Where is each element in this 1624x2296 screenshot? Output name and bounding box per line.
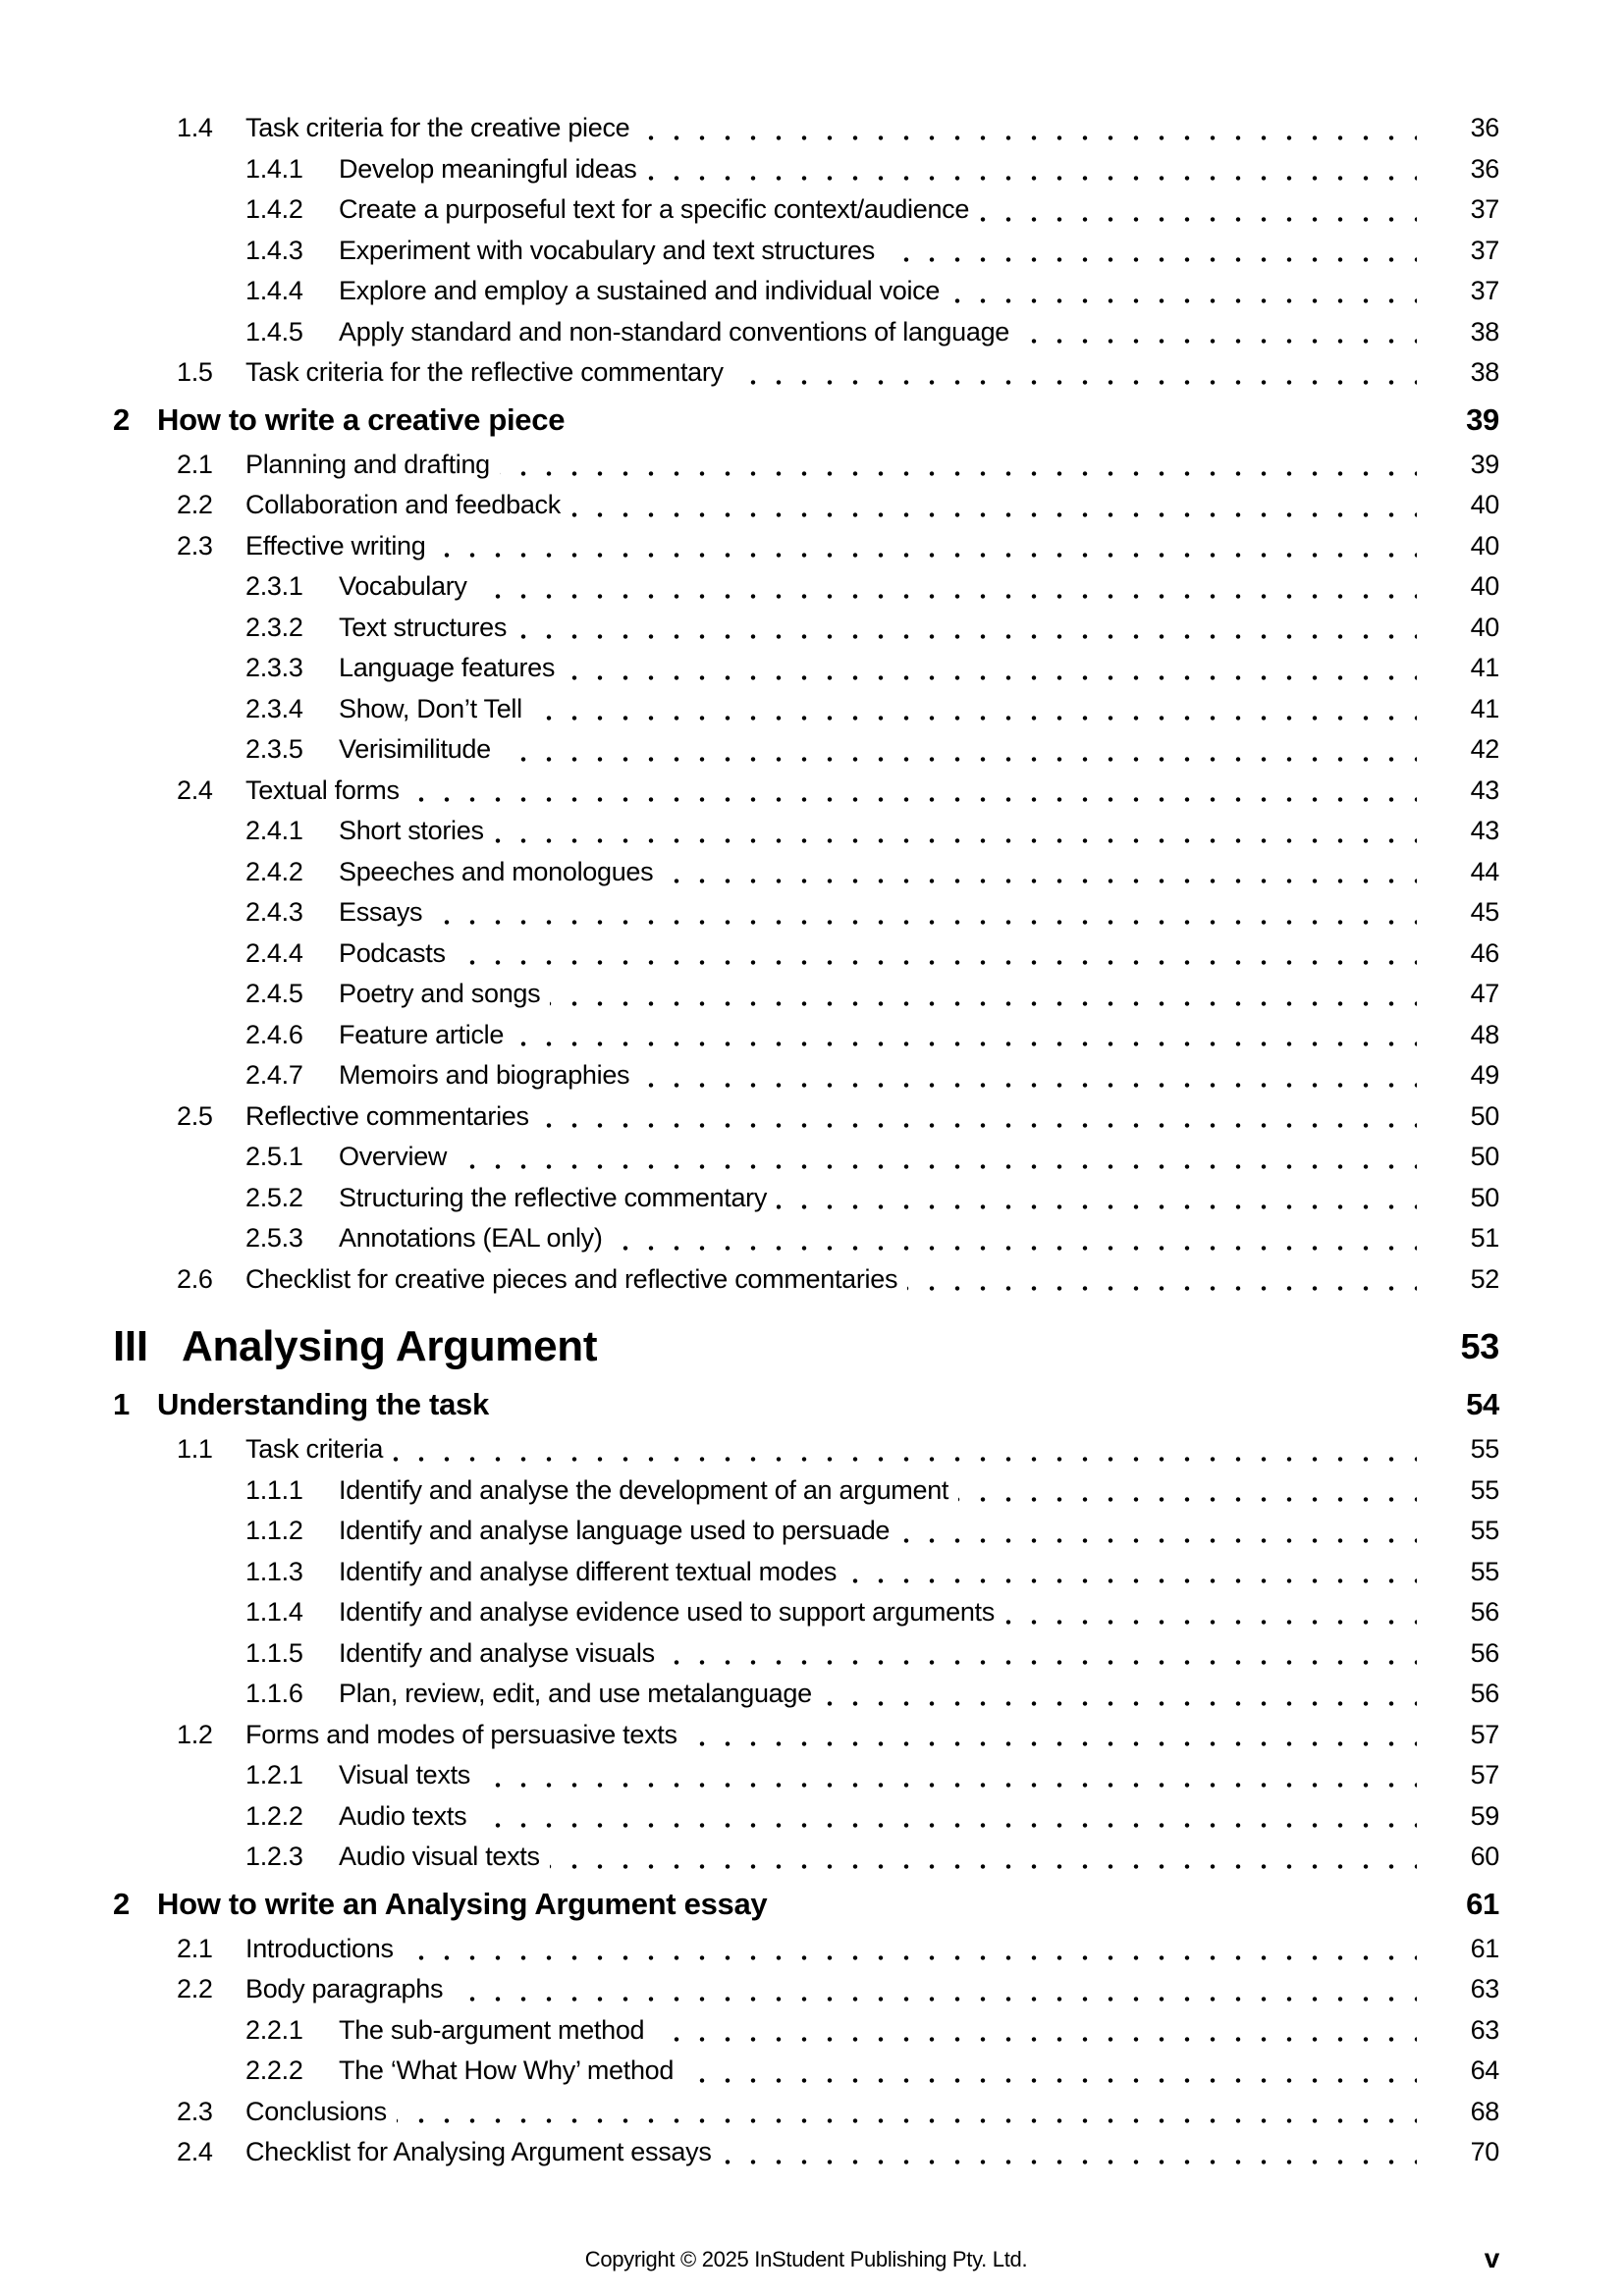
entry-label: Podcasts	[339, 937, 446, 968]
entry-number: 2.5.1	[245, 1142, 303, 1172]
entry-page-number: 36	[1470, 153, 1499, 184]
toc-entry	[0, 1715, 1624, 1756]
entry-page-number: 55	[1470, 1516, 1499, 1546]
toc-chapter-heading	[0, 396, 1624, 445]
entry-number: 1	[113, 1387, 130, 1421]
entry-number: 2.4.5	[245, 979, 303, 1009]
entry-label: Conclusions	[245, 2096, 387, 2126]
dot-leader	[514, 1041, 1417, 1047]
entry-number: 2.4.3	[245, 897, 303, 928]
dot-leader	[565, 674, 1417, 681]
entry-page-number: 39	[1470, 449, 1499, 479]
toc-entry	[0, 1470, 1624, 1512]
entry-label: Plan, review, edit, and use metalanguage	[339, 1679, 812, 1709]
dot-leader	[958, 1496, 1417, 1503]
entry-page-number: 41	[1470, 653, 1499, 683]
dot-leader	[722, 2159, 1417, 2165]
toc-entry	[0, 852, 1624, 893]
entry-label: Understanding the task	[157, 1387, 489, 1421]
dot-leader	[432, 919, 1417, 926]
entry-page-number: 60	[1470, 1842, 1499, 1872]
entry-page-number: 38	[1470, 357, 1499, 388]
dot-leader	[683, 2077, 1417, 2084]
entry-page-number: 50	[1470, 1142, 1499, 1172]
entry-label: Feature article	[339, 1019, 505, 1049]
entry-page-number: 37	[1470, 194, 1499, 225]
entry-number: 2.4.1	[245, 816, 303, 846]
toc-chapter-heading	[0, 1380, 1624, 1429]
toc-entry	[0, 445, 1624, 486]
toc-entry	[0, 1178, 1624, 1219]
dot-leader	[1019, 338, 1417, 345]
toc-entry	[0, 1592, 1624, 1633]
toc-entry	[0, 1633, 1624, 1675]
dot-leader	[639, 1082, 1417, 1089]
entry-number: III	[113, 1322, 148, 1370]
entry-number: 2.2	[177, 1974, 213, 2004]
toc-entry	[0, 771, 1624, 812]
dot-leader	[899, 1537, 1417, 1544]
entry-page-number: 64	[1470, 2056, 1499, 2086]
dot-leader	[550, 1863, 1417, 1870]
entry-page-number: 50	[1470, 1182, 1499, 1212]
entry-page-number: 37	[1470, 235, 1499, 265]
dot-leader	[663, 878, 1417, 884]
toc-entry	[0, 608, 1624, 649]
entry-number: 2.1	[177, 449, 213, 479]
toc-entry	[0, 1137, 1624, 1178]
dot-leader	[453, 1996, 1417, 2002]
dot-leader	[687, 1740, 1417, 1747]
entry-page-number: 54	[1466, 1387, 1499, 1421]
toc-entry	[0, 1096, 1624, 1138]
entry-label: Annotations (EAL only)	[339, 1223, 603, 1254]
entry-number: 1.4.3	[245, 235, 303, 265]
dot-leader	[435, 552, 1417, 559]
entry-number: 1.4.4	[245, 276, 303, 306]
toc-entry	[0, 231, 1624, 272]
toc-entry	[0, 271, 1624, 312]
toc-entry	[0, 648, 1624, 689]
entry-number: 1.4.2	[245, 194, 303, 225]
toc-entry	[0, 1755, 1624, 1796]
entry-label: Collaboration and feedback	[245, 490, 561, 520]
toc-entry	[0, 1218, 1624, 1259]
toc-entry	[0, 485, 1624, 526]
entry-label: Task criteria for the creative piece	[245, 113, 630, 143]
entry-page-number: 43	[1470, 816, 1499, 846]
entry-number: 2.5	[177, 1100, 213, 1131]
entry-number: 2.4.6	[245, 1019, 303, 1049]
entry-label: Create a purposeful text for a specific context/audience	[339, 194, 970, 225]
entry-number: 2	[113, 1886, 130, 1921]
toc-entry	[0, 2132, 1624, 2173]
entry-page-number: 41	[1470, 693, 1499, 723]
entry-page-number: 56	[1470, 1679, 1499, 1709]
toc-entry	[0, 108, 1624, 149]
entry-page-number: 63	[1470, 2014, 1499, 2045]
dot-leader	[907, 1285, 1417, 1292]
dot-leader	[733, 379, 1417, 386]
toc-entry	[0, 1259, 1624, 1301]
dot-leader	[457, 1163, 1417, 1170]
entry-label: Show, Don’t Tell	[339, 693, 522, 723]
toc-entry	[0, 2092, 1624, 2133]
entry-page-number: 38	[1470, 316, 1499, 347]
spacer	[499, 1413, 1417, 1419]
dot-leader	[404, 1954, 1417, 1961]
entry-label: Explore and employ a sustained and individual voice	[339, 276, 941, 306]
dot-leader	[393, 1456, 1417, 1463]
entry-number: 2.3.5	[245, 734, 303, 765]
entry-page-number: 44	[1470, 856, 1499, 886]
entry-page-number: 68	[1470, 2096, 1499, 2126]
entry-number: 2.4.2	[245, 856, 303, 886]
entry-label: How to write a creative piece	[157, 401, 566, 437]
dot-leader	[654, 2036, 1417, 2043]
entry-label: Verisimilitude	[339, 734, 491, 765]
entry-label: Structuring the reflective commentary	[339, 1182, 768, 1212]
entry-number: 2.4	[177, 2137, 213, 2167]
entry-number: 2.2	[177, 490, 213, 520]
entry-label: Short stories	[339, 816, 484, 846]
entry-page-number: 37	[1470, 276, 1499, 306]
dot-leader	[777, 1203, 1417, 1210]
entry-label: Vocabulary	[339, 571, 467, 602]
toc-entry	[0, 566, 1624, 608]
entry-number: 1.2.1	[245, 1760, 303, 1790]
dot-leader	[516, 633, 1417, 640]
entry-label: Introductions	[245, 1933, 394, 1963]
entry-label: Forms and modes of persuasive texts	[245, 1719, 677, 1749]
entry-number: 2.4.4	[245, 937, 303, 968]
dot-leader	[639, 134, 1417, 141]
entry-number: 1.1.5	[245, 1637, 303, 1668]
entry-label: Textual forms	[245, 774, 400, 805]
entry-label: Identify and analyse visuals	[339, 1637, 655, 1668]
toc-entry	[0, 974, 1624, 1015]
entry-page-number: 39	[1466, 401, 1499, 437]
dot-leader	[570, 511, 1417, 518]
toc-entry	[0, 1969, 1624, 2010]
toc-entry	[0, 526, 1624, 567]
entry-label: Apply standard and non-standard conventions of language	[339, 316, 1010, 347]
entry-page-number: 51	[1470, 1223, 1499, 1254]
entry-page-number: 55	[1470, 1556, 1499, 1586]
spacer	[777, 1912, 1417, 1919]
toc-entry	[0, 1015, 1624, 1056]
entry-page-number: 40	[1470, 530, 1499, 561]
toc-entry	[0, 1929, 1624, 1970]
dot-leader	[846, 1577, 1417, 1584]
dot-leader	[476, 1822, 1417, 1829]
entry-page-number: 61	[1470, 1933, 1499, 1963]
entry-page-number: 36	[1470, 113, 1499, 143]
dot-leader	[532, 715, 1417, 721]
entry-number: 1.4.5	[245, 316, 303, 347]
entry-number: 1.1.2	[245, 1516, 303, 1546]
toc-entry	[0, 934, 1624, 975]
entry-page-number: 40	[1470, 490, 1499, 520]
entry-number: 1.1.3	[245, 1556, 303, 1586]
toc-entry	[0, 1552, 1624, 1593]
dot-leader	[665, 1659, 1417, 1666]
entry-label: Experiment with vocabulary and text structures	[339, 235, 875, 265]
toc-entry	[0, 1837, 1624, 1878]
entry-page-number: 50	[1470, 1100, 1499, 1131]
dot-leader	[949, 297, 1417, 304]
entry-label: Planning and drafting	[245, 449, 490, 479]
entry-number: 1.2.3	[245, 1842, 303, 1872]
toc-entry	[0, 1796, 1624, 1838]
toc-chapter-heading	[0, 1880, 1624, 1929]
entry-label: Checklist for creative pieces and reflective commentaries	[245, 1263, 898, 1294]
entry-label: Checklist for Analysing Argument essays	[245, 2137, 712, 2167]
dot-leader	[647, 175, 1418, 182]
dot-leader	[456, 959, 1417, 966]
dot-leader	[397, 2117, 1417, 2124]
entry-number: 2.3.2	[245, 612, 303, 642]
entry-page-number: 43	[1470, 774, 1499, 805]
table-of-contents	[0, 108, 1624, 2173]
toc-entry	[0, 2010, 1624, 2052]
dot-leader	[550, 1000, 1417, 1007]
entry-label: Overview	[339, 1142, 448, 1172]
entry-label: Language features	[339, 653, 556, 683]
toc-entry	[0, 1674, 1624, 1715]
entry-label: The ‘What How Why’ method	[339, 2056, 675, 2086]
entry-page-number: 70	[1470, 2137, 1499, 2167]
dot-leader	[1004, 1619, 1417, 1626]
toc-entry	[0, 149, 1624, 190]
toc-entry	[0, 689, 1624, 730]
dot-leader	[822, 1700, 1417, 1707]
entry-page-number: 56	[1470, 1637, 1499, 1668]
dot-leader	[979, 216, 1417, 223]
entry-page-number: 63	[1470, 1974, 1499, 2004]
entry-page-number: 48	[1470, 1019, 1499, 1049]
dot-leader	[613, 1245, 1417, 1252]
entry-number: 1.4.1	[245, 153, 303, 184]
entry-number: 2.3.1	[245, 571, 303, 602]
entry-number: 2.5.3	[245, 1223, 303, 1254]
footer-copyright: Copyright © 2025 InStudent Publishing Pty. Ltd.	[584, 2247, 1028, 2271]
entry-number: 2.6	[177, 1263, 213, 1294]
page-footer	[113, 2241, 1499, 2276]
footer-page-number: v	[1484, 2243, 1499, 2273]
entry-label: Identify and analyse the development of an argument	[339, 1474, 949, 1505]
entry-page-number: 40	[1470, 612, 1499, 642]
dot-leader	[477, 593, 1417, 600]
entry-page-number: 42	[1470, 734, 1499, 765]
dot-leader	[494, 837, 1417, 844]
toc-entry	[0, 1511, 1624, 1552]
entry-number: 1.5	[177, 357, 213, 388]
entry-number: 2	[113, 401, 130, 437]
entry-label: Identify and analyse evidence used to support arguments	[339, 1597, 995, 1628]
entry-number: 2.3.4	[245, 693, 303, 723]
entry-page-number: 47	[1470, 979, 1499, 1009]
entry-number: 1.1.6	[245, 1679, 303, 1709]
entry-number: 2.4	[177, 774, 213, 805]
entry-label: Visual texts	[339, 1760, 470, 1790]
spacer	[574, 428, 1417, 435]
entry-label: Task criteria	[245, 1434, 384, 1465]
entry-number: 2.3	[177, 2096, 213, 2126]
entry-page-number: 46	[1470, 937, 1499, 968]
entry-label: Memoirs and biographies	[339, 1060, 630, 1091]
entry-label: Text structures	[339, 612, 508, 642]
toc-entry	[0, 892, 1624, 934]
entry-page-number: 55	[1470, 1474, 1499, 1505]
toc-entry	[0, 312, 1624, 353]
entry-label: Effective writing	[245, 530, 426, 561]
entry-label: Identify and analyse language used to persuade	[339, 1516, 891, 1546]
entry-label: Speeches and monologues	[339, 856, 654, 886]
entry-page-number: 61	[1466, 1886, 1499, 1921]
entry-label: Audio visual texts	[339, 1842, 540, 1872]
entry-page-number: 53	[1460, 1326, 1499, 1366]
entry-page-number: 52	[1470, 1263, 1499, 1294]
entry-page-number: 57	[1470, 1719, 1499, 1749]
entry-number: 2.1	[177, 1933, 213, 1963]
entry-label: Audio texts	[339, 1800, 467, 1831]
toc-entry	[0, 2051, 1624, 2092]
dot-leader	[500, 470, 1417, 477]
entry-number: 1.2	[177, 1719, 213, 1749]
entry-label: Body paragraphs	[245, 1974, 444, 2004]
spacer	[607, 1363, 1417, 1370]
entry-label: Reflective commentaries	[245, 1100, 529, 1131]
entry-number: 2.2.1	[245, 2014, 303, 2045]
entry-label: Essays	[339, 897, 423, 928]
entry-number: 1.1.1	[245, 1474, 303, 1505]
toc-entry	[0, 352, 1624, 394]
entry-number: 1.2.2	[245, 1800, 303, 1831]
entry-label: How to write an Analysing Argument essay	[157, 1886, 768, 1921]
entry-page-number: 49	[1470, 1060, 1499, 1091]
toc-entry	[0, 729, 1624, 771]
entry-number: 1.1	[177, 1434, 213, 1465]
dot-leader	[409, 796, 1417, 803]
toc-entry	[0, 1055, 1624, 1096]
entry-page-number: 55	[1470, 1434, 1499, 1465]
entry-page-number: 59	[1470, 1800, 1499, 1831]
entry-page-number: 45	[1470, 897, 1499, 928]
toc-entry	[0, 189, 1624, 231]
entry-number: 1.1.4	[245, 1597, 303, 1628]
toc-part-heading	[0, 1315, 1624, 1378]
entry-label: Identify and analyse different textual modes	[339, 1556, 838, 1586]
entry-label: Task criteria for the reflective commentary	[245, 357, 724, 388]
entry-number: 2.4.7	[245, 1060, 303, 1091]
entry-label: Poetry and songs	[339, 979, 541, 1009]
entry-label: Analysing Argument	[182, 1322, 598, 1370]
entry-label: The sub-argument method	[339, 2014, 645, 2045]
entry-number: 2.3.3	[245, 653, 303, 683]
entry-number: 2.5.2	[245, 1182, 303, 1212]
dot-leader	[885, 256, 1417, 263]
toc-entry	[0, 1429, 1624, 1470]
entry-number: 2.3	[177, 530, 213, 561]
entry-number: 1.4	[177, 113, 213, 143]
entry-number: 2.2.2	[245, 2056, 303, 2086]
entry-page-number: 40	[1470, 571, 1499, 602]
entry-label: Develop meaningful ideas	[339, 153, 637, 184]
dot-leader	[501, 756, 1417, 763]
toc-entry	[0, 811, 1624, 852]
entry-page-number: 56	[1470, 1597, 1499, 1628]
dot-leader	[480, 1782, 1417, 1789]
dot-leader	[539, 1122, 1417, 1129]
entry-page-number: 57	[1470, 1760, 1499, 1790]
